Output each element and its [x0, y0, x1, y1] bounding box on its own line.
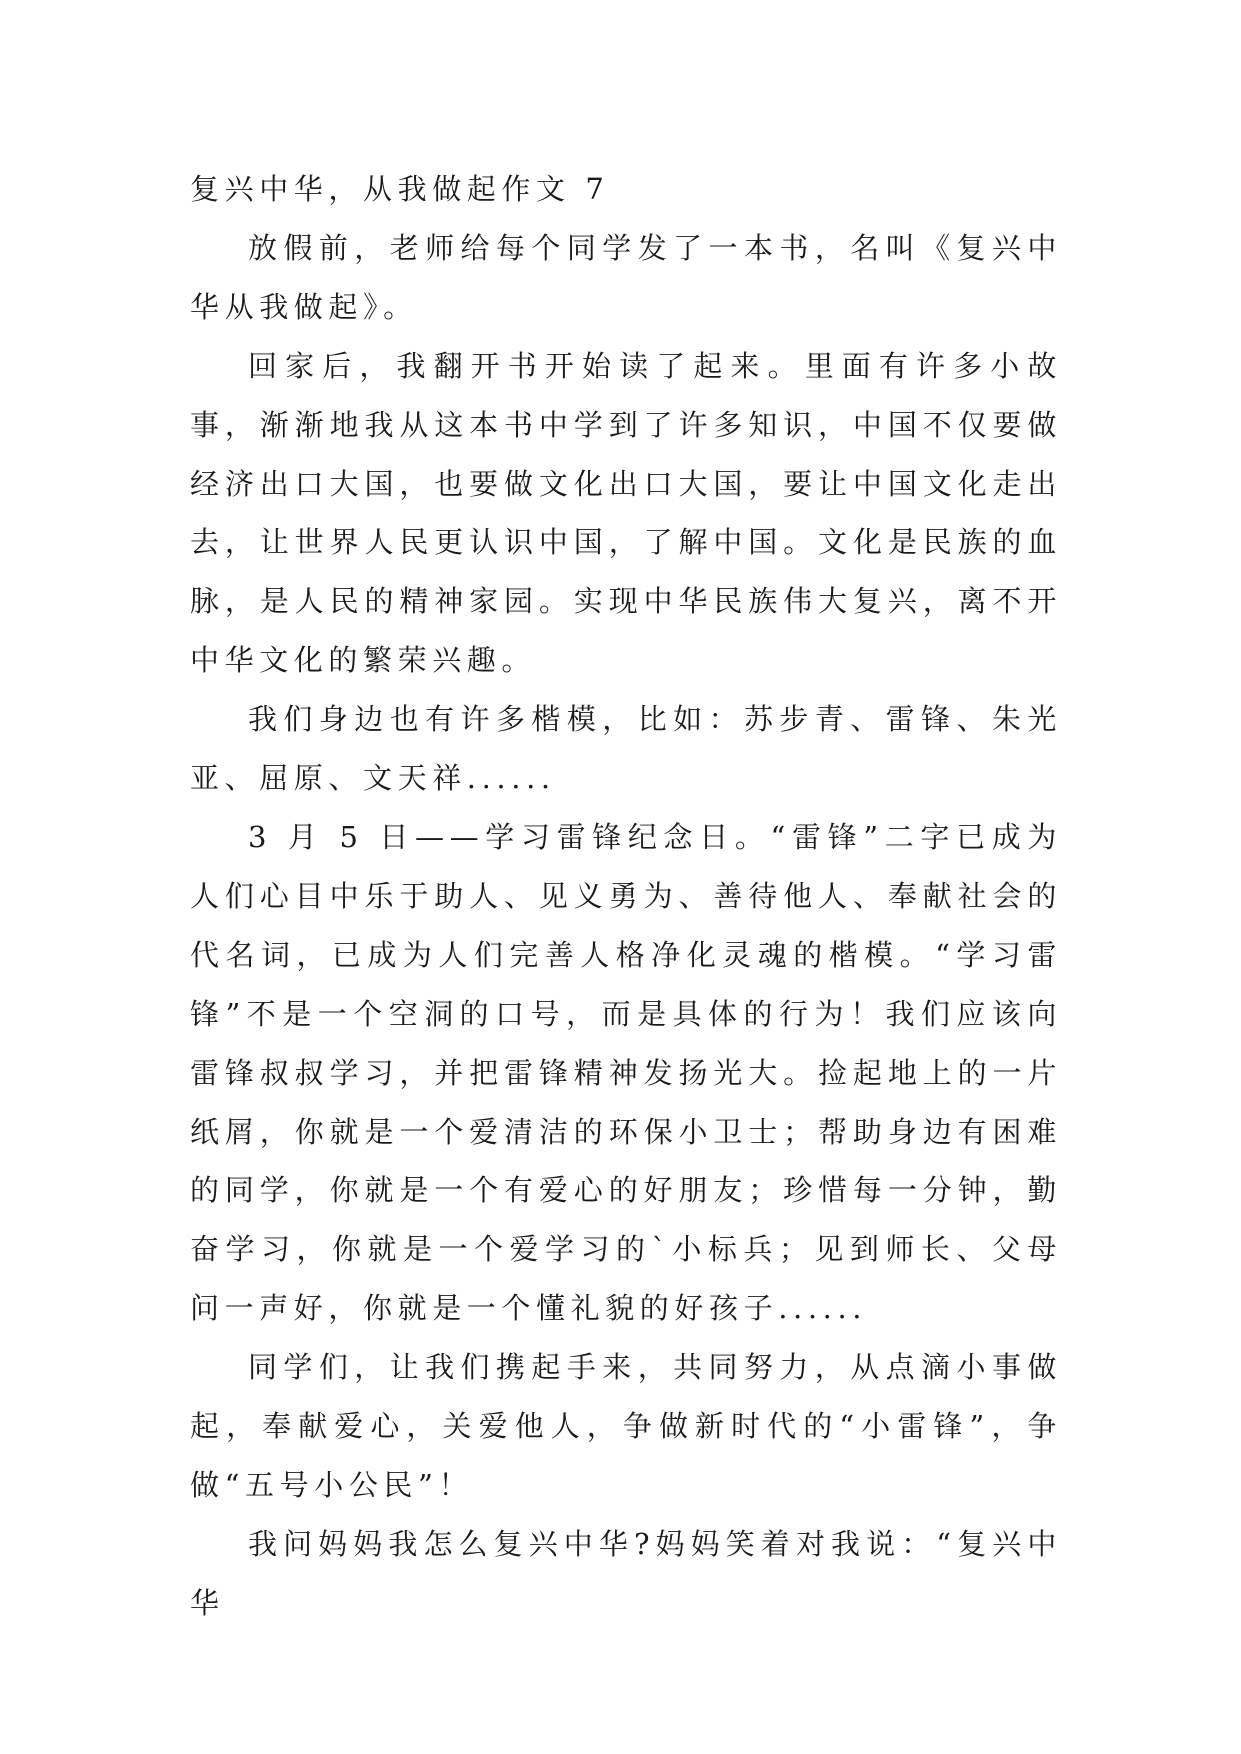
paragraph: 我们身边也有许多楷模，比如：苏步青、雷锋、朱光亚、屈原、文天祥...... — [190, 702, 1062, 796]
paragraph: 同学们，让我们携起手来，共同努力，从点滴小事做起，奉献爱心，关爱他人，争做新时代的“小雷锋”，争做“五号小公民”！ — [190, 1350, 1062, 1502]
paragraph: 3 月 5 日——学习雷锋纪念日。“雷锋”二字已成为人们心目中乐于助人、见义勇为、善待他人、奉献社会的代名词，已成为人们完善人格净化灵魂的楷模。“学习雷锋”不是一个空洞的口号，而是具体的行为！我们应该向雷锋叔叔学习，并把雷锋精神发扬光大。捡起地上的一片纸屑，你就是一个爱清洁的环保小卫士；帮助身边有困难的同学，你就是一个有爱心的好朋友；珍惜每一分钟，勤奋学习，你就是一个爱学习的`小标兵；见到师长、父母问一声好，你就是一个懂礼貌的好孩子...... — [190, 819, 1062, 1326]
document-page — [190, 160, 1062, 1633]
document-title: 复兴中华，从我做起作文 7 — [190, 172, 610, 206]
paragraph: 回家后，我翻开书开始读了起来。里面有许多小故事，渐渐地我从这本书中学到了许多知识，中国不仅要做经济出口大国，也要做文化出口大国，要让中国文化走出去，让世界人民更认识中国，了解中国。文化是民族的血脉，是人民的精神家园。实现中华民族伟大复兴，离不开中华文化的繁荣兴趣。 — [190, 348, 1062, 678]
paragraph: 我问妈妈我怎么复兴中华?妈妈笑着对我说：“复兴中华 — [190, 1526, 1062, 1620]
paragraph: 放假前，老师给每个同学发了一本书，名叫《复兴中华从我做起》。 — [190, 230, 1062, 324]
